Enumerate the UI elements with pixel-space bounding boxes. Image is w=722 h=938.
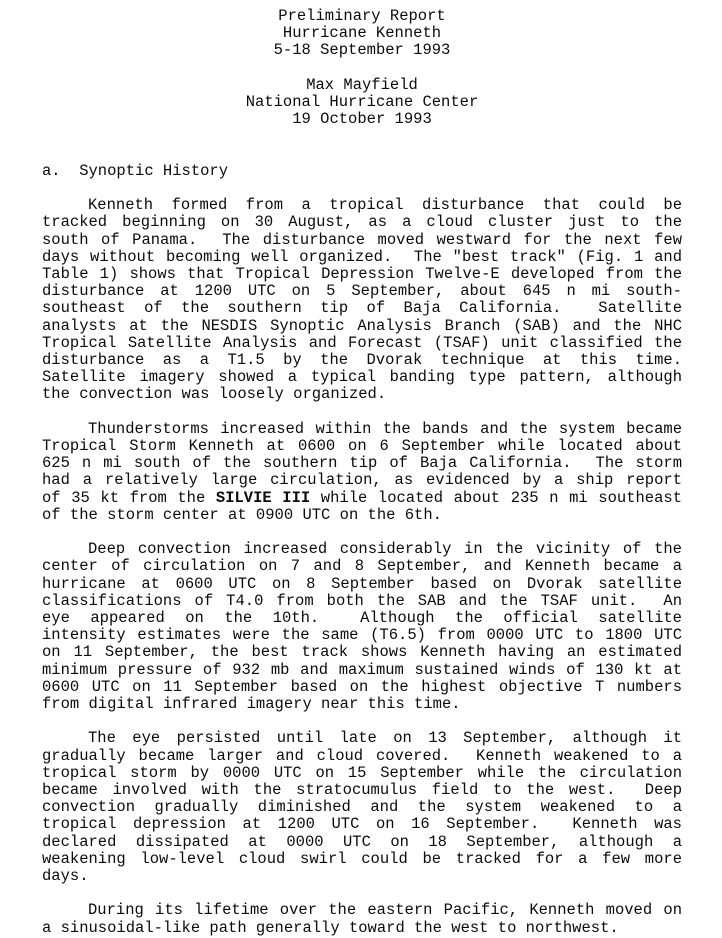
paragraph-2 [42, 421, 682, 524]
text-line: tropical depression at 1200 UTC on 16 September. Kenneth was [42, 815, 682, 834]
text-line: the convection was loosely organized. [42, 385, 387, 404]
text-line: Thunderstorms increased within the bands and the system became [88, 419, 682, 438]
text-segment: of 35 kt from the [42, 488, 216, 507]
report-date-range: 5-18 September 1993 [273, 41, 451, 60]
text-line: from digital infrared imagery near this time. [42, 695, 461, 714]
text-line: hurricane at 0600 UTC on 8 September based on Dvorak satellite [42, 574, 682, 593]
text-line: minimum pressure of 932 mb and maximum sustained winds of 130 kt at [42, 660, 682, 679]
author-block [42, 77, 682, 129]
text-line: south of Panama. The disturbance moved westward for the next few [42, 230, 682, 249]
text-line: eye appeared on the 10th. Although the official satellite [42, 609, 682, 628]
text-line: a sinusoidal-like path generally toward the west to northwest. [42, 918, 619, 937]
report-storm-name: Hurricane Kenneth [282, 24, 442, 43]
text-line: convection gradually diminished and the system weakened to a [42, 798, 682, 817]
text-line: center of circulation on 7 and 8 September, and Kenneth became a [42, 557, 682, 576]
paragraph-5 [42, 902, 682, 936]
text-line: disturbance at 1200 UTC on 5 September, about 645 n mi south- [42, 282, 682, 301]
text-line: Deep convection increased considerably in the vicinity of the [88, 540, 682, 559]
text-line: of the storm center at 0900 UTC on the 6th. [42, 505, 442, 524]
author-organization: National Hurricane Center [245, 93, 479, 111]
text-line: Kenneth formed from a tropical disturbance that could be [88, 196, 682, 215]
document-page [42, 0, 682, 937]
text-line: During its lifetime over the eastern Pacific, Kenneth moved on [88, 901, 682, 920]
report-issue-date: 19 October 1993 [292, 110, 432, 129]
paragraph-1 [42, 197, 682, 403]
author-name: Max Mayfield [306, 75, 418, 94]
text-line: Tropical Storm Kenneth at 0600 on 6 September while located about [42, 437, 682, 456]
text-line: Satellite imagery showed a typical banding type pattern, although [42, 368, 682, 387]
text-line: Tropical Satellite Analysis and Forecast (TSAF) unit classified the [42, 333, 682, 352]
text-segment: while located about 235 n mi southeast [310, 488, 682, 507]
text-line: weakening low-level cloud swirl could be tracked for a few more [42, 849, 682, 868]
text-line: tracked beginning on 30 August, as a cloud cluster just to the [42, 213, 682, 232]
section-heading: a. Synoptic History [42, 161, 229, 180]
text-line [42, 490, 682, 507]
text-line: tropical storm by 0000 UTC on 15 September while the circulation [42, 763, 682, 782]
text-line: southeast of the southern tip of Baja California. Satellite [42, 299, 682, 318]
report-title: Preliminary Report [278, 7, 446, 25]
text-line: Table 1) shows that Tropical Depression Twelve-E developed from the [42, 265, 682, 283]
text-line: disturbance as a T1.5 by the Dvorak technique at this time. [42, 351, 682, 370]
paragraph-3 [42, 541, 682, 713]
text-line: on 11 September, the best track shows Kenneth having an estimated [42, 643, 682, 662]
text-line: analysts at the NESDIS Synoptic Analysis Branch (SAB) and the NHC [42, 316, 682, 335]
text-line: The eye persisted until late on 13 September, although it [88, 729, 682, 748]
text-line: declared dissipated at 0000 UTC on 18 September, although a [42, 832, 682, 851]
text-line: gradually became larger and cloud covered. Kenneth weakened to a [42, 746, 682, 765]
text-line: 0600 UTC on 11 September based on the highest objective T numbers [42, 677, 682, 696]
text-line: days without becoming well organized. The "best track" (Fig. 1 and [42, 247, 682, 266]
ship-name: SILVIE III [215, 488, 311, 507]
text-line: classifications of T4.0 from both the SAB and the TSAF unit. An [42, 591, 682, 610]
text-line: intensity estimates were the same (T6.5) from 0000 UTC to 1800 UTC [42, 626, 682, 645]
text-line: 625 n mi south of the southern tip of Baja California. The storm [42, 454, 682, 473]
paragraph-4 [42, 730, 682, 885]
text-line: became involved with the stratocumulus field to the west. Deep [42, 781, 682, 800]
text-line: had a relatively large circulation, as evidenced by a ship report [42, 471, 682, 490]
text-line: days. [42, 867, 89, 886]
report-title-block [42, 8, 682, 60]
